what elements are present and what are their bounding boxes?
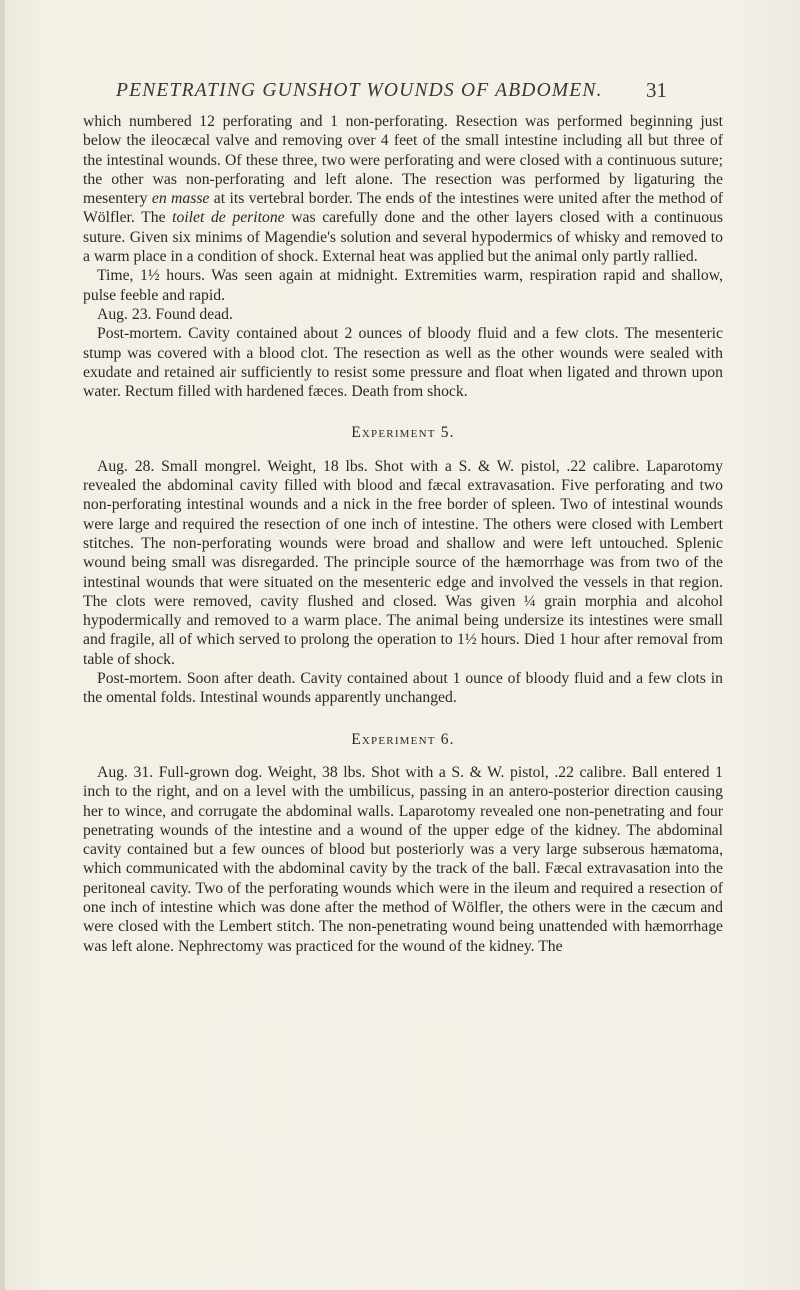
page-binding-edge: [0, 0, 5, 1290]
paragraph-experiment-5-post-mortem: Post-mortem. Soon after death. Cavity contained about 1 ounce of bloody fluid and a few clots in the omental folds. Intestinal wounds apparently unchanged.: [83, 670, 723, 707]
experiment-5-heading: Experiment 5.: [351, 424, 455, 442]
paragraph-resection: which numbered 12 perforating and 1 non-perforating. Resection was performed beginning just below the ileocæcal valve and removing over 4 feet of the small intestine including all but three of the intestinal wounds. Of these three, two were perforating and were closed with a continuous suture; the other was non-perforating and left alone. The resection was performed by ligaturing the mesentery en masse at its vertebral border. The ends of the intestines were united after the method of Wölfler. The toilet de peritone was carefully done and the other layers closed with a continuous suture. Given six minims of Magendie's solution and several hypodermics of whisky and removed to a warm place in a condition of shock. External heat was applied but the animal only partly rallied.: [83, 113, 724, 266]
page-number: 31: [646, 78, 667, 102]
running-title: PENETRATING GUNSHOT WOUNDS OF ABDOMEN.: [116, 80, 603, 101]
paragraph-post-mortem: Post-mortem. Cavity contained about 2 ounces of bloody fluid and a few clots. The mesenteric stump was covered with a blood clot. The resection as well as the other wounds were sealed with exudate and retained air sufficiently to resist some pressure and float when ligated and thrown upon water. Rectum filled with hardened fæces. Death from shock.: [83, 325, 723, 401]
body-text: [83, 112, 723, 956]
paragraph-experiment-6: Aug. 31. Full-grown dog. Weight, 38 lbs. Shot with a S. & W. pistol, .22 calibre. Ball entered 1 inch to the right, and on a level with the umbilicus, passing in an antero-posterior direction causing her to wince, and corrugate the abdominal walls. Laparotomy revealed one non-penetrating and four penetrating wounds of the intestine and a wound of the upper edge of the kidney. The abdominal cavity contained but a few ounces of blood but posteriorly was a very large subserous hæmatoma, which communicated with the abdominal cavity by the track of the ball. Fæcal extravasation into the peritoneal cavity. Two of the perforating wounds which were in the ileum and required a resection of one inch of intestine which was done after the method of Wölfler, the others were in the cæcum and were closed with the Lembert stitch. The non-penetrating wound being unattended with hæmorrhage was left alone. Nephrectomy was practiced for the wound of the kidney. The: [83, 763, 723, 955]
italic-phrase: toilet de peritone: [172, 209, 285, 227]
italic-phrase: en masse: [151, 190, 210, 208]
experiment-6-heading: Experiment 6.: [351, 730, 455, 748]
paragraph-found-dead: Aug. 23. Found dead.: [97, 305, 233, 323]
paragraph-time: Time, 1½ hours. Was seen again at midnight. Extremities warm, respiration rapid and shallow, pulse feeble and rapid.: [83, 267, 723, 304]
paragraph-experiment-5: Aug. 28. Small mongrel. Weight, 18 lbs. Shot with a S. & W. pistol, .22 calibre. Laparotomy revealed the abdominal cavity filled with blood and fæcal extravasation. Five perforating and two non-perforating intestinal wounds and a nick in the free border of spleen. Two of intestinal wounds were large and required the resection of one inch of intestine. The others were closed with Lembert stitches. The non-perforating wounds were broad and shallow and were left untouched. Splenic wound being small was disregarded. The principle source of the hæmorrhage was from two of the intestinal wounds that were situated on the mesenteric edge and involved the vessels in that region. The clots were removed, cavity flushed and closed. Was given ¼ grain morphia and alcohol hypodermically and removed to a warm place. The animal being undersize its intestines were small and fragile, all of which served to prolong the operation to 1½ hours. Died 1 hour after removal from table of shock.: [83, 457, 723, 668]
